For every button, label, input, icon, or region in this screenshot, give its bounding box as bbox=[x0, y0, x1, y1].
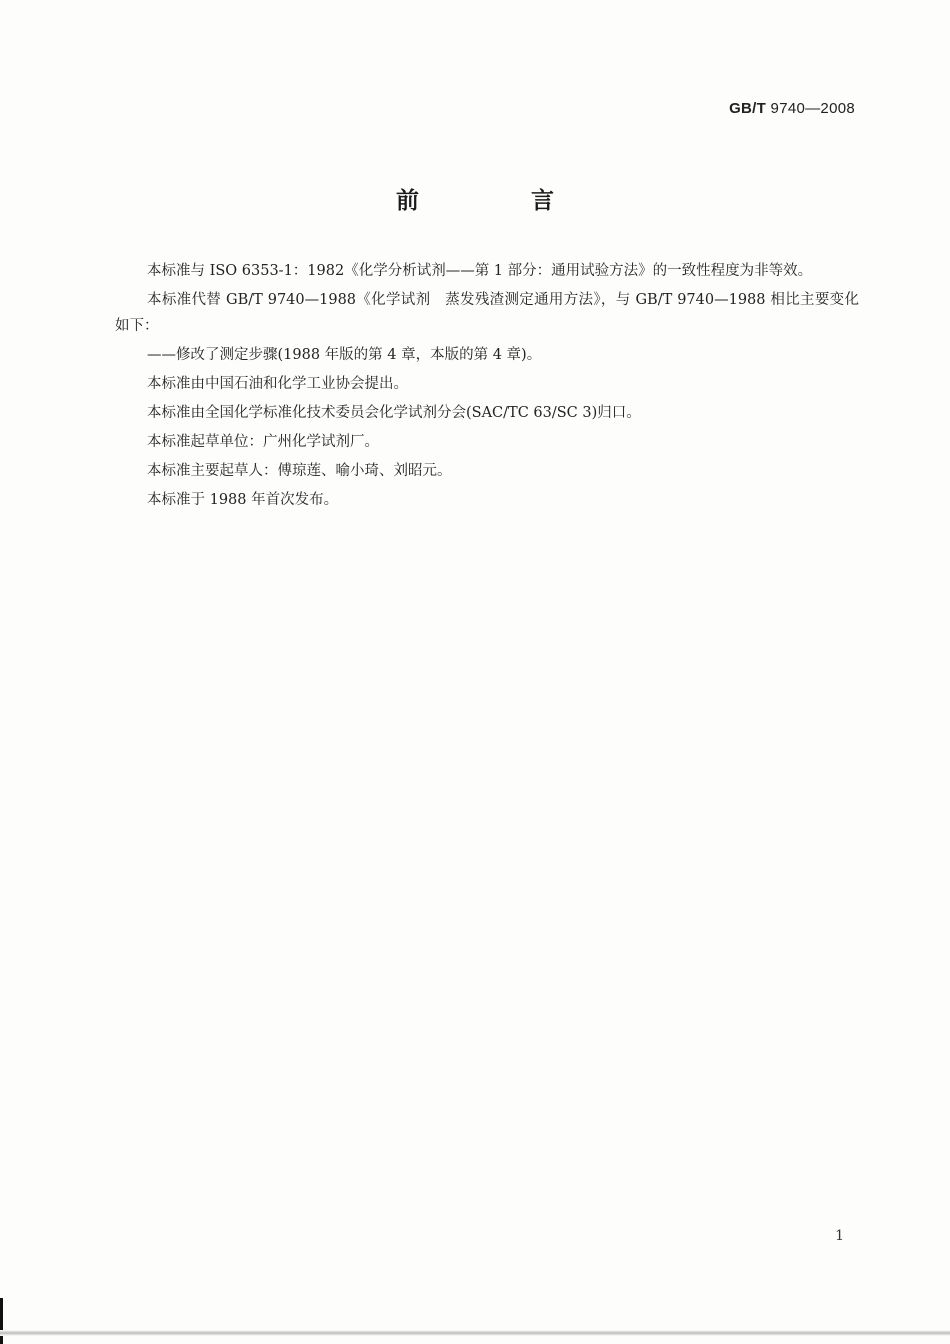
paragraph-committee: 本标准由全国化学标准化技术委员会化学试剂分会(SAC/TC 63/SC 3)归口。 bbox=[147, 405, 641, 421]
scan-edge-bottom bbox=[0, 1330, 950, 1336]
paragraph-drafters: 本标准主要起草人：傅琼莲、喻小琦、刘昭元。 bbox=[147, 463, 452, 479]
standard-code-number: 9740—2008 bbox=[766, 100, 855, 117]
paragraph-first-issue: 本标准于 1988 年首次发布。 bbox=[147, 492, 339, 508]
page-number: 1 bbox=[835, 1228, 844, 1244]
paragraph-drafting-unit: 本标准起草单位：广州化学试剂厂。 bbox=[147, 434, 379, 450]
page-title: 前 言 bbox=[395, 188, 606, 214]
foreword-body bbox=[115, 258, 859, 516]
scan-edge-left bbox=[0, 1298, 3, 1344]
paragraph-change-item: ——修改了测定步骤(1988 年版的第 4 章，本版的第 4 章)。 bbox=[147, 347, 542, 363]
paragraph-equivalence: 本标准与 ISO 6353-1：1982《化学分析试剂——第 1 部分：通用试验方法》的一致性程度为非等效。 bbox=[147, 263, 813, 279]
paragraph-replacement: 本标准代替 GB/T 9740—1988《化学试剂 蒸发残渣测定通用方法》，与 GB/T 9740—1988 相比主要变化如下： bbox=[115, 292, 859, 334]
paragraph-proposer: 本标准由中国石油和化学工业协会提出。 bbox=[147, 376, 408, 392]
standard-code-prefix: GB/T bbox=[729, 100, 767, 117]
standard-code bbox=[729, 100, 855, 117]
